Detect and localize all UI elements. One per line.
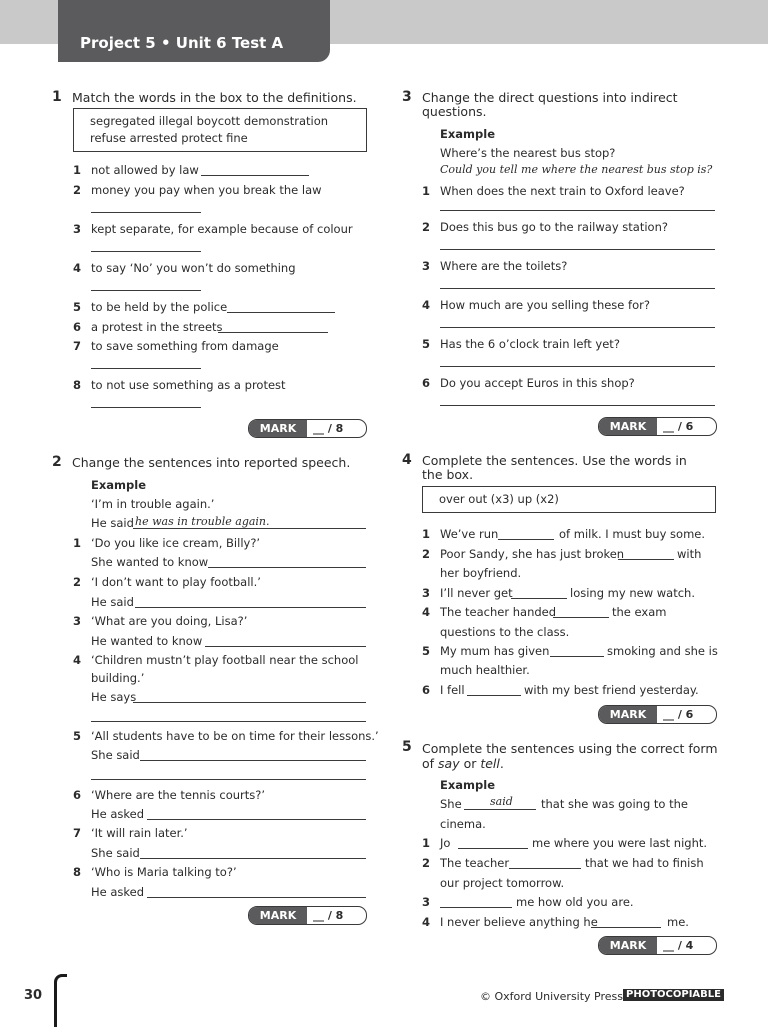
s2-item-number: 6 (73, 788, 82, 802)
example-answer-line (464, 809, 536, 810)
answer-line[interactable] (440, 327, 715, 328)
section-1-number: 1 (52, 89, 62, 105)
section-5-number: 5 (402, 739, 412, 755)
example-label: Example (440, 127, 495, 141)
s3-item-text: Has the 6 o’clock train left yet? (440, 337, 620, 351)
s2-item-number: 5 (73, 729, 82, 743)
section-3-number: 3 (402, 89, 412, 105)
example-question: Where’s the nearest bus stop? (440, 146, 616, 160)
s3-item-number: 4 (422, 298, 431, 312)
s3-item-text: How much are you selling these for? (440, 298, 650, 312)
s1-item-number: 3 (73, 222, 82, 236)
s4-item-number: 1 (422, 527, 431, 541)
answer-line[interactable] (553, 617, 609, 618)
s3-item-number: 2 (422, 220, 431, 234)
s3-item-number: 1 (422, 184, 431, 198)
example-question: ‘I’m in trouble again.’ (91, 497, 215, 511)
example-answer-handwritten: he was in trouble again. (135, 515, 270, 528)
s2-item-number: 7 (73, 826, 82, 840)
answer-line[interactable] (91, 368, 201, 369)
s2-item-number: 1 (73, 536, 82, 550)
s5-item-text-end: me where you were last night. (532, 836, 708, 850)
s2-item-number: 3 (73, 614, 82, 628)
s4-item-text-end: with (677, 547, 702, 561)
answer-line[interactable] (133, 702, 366, 703)
s2-item-question: ‘Do you like ice cream, Billy?’ (91, 536, 261, 550)
s2-item-prefix: He asked (91, 807, 145, 821)
section-4-title: Complete the sentences. Use the words in (422, 453, 687, 468)
s5-item-number: 4 (422, 915, 431, 929)
example-text-end: that she was going to the (541, 797, 688, 811)
title-tell: tell (480, 756, 500, 771)
s2-item-prefix: She wanted to know (91, 555, 209, 569)
answer-line[interactable] (91, 779, 366, 780)
answer-line[interactable] (205, 646, 366, 647)
mark-label: MARK (249, 907, 307, 924)
answer-line[interactable] (440, 249, 715, 250)
section-1-title: Match the words in the box to the definitions. (72, 90, 357, 105)
s2-item-question: ‘Where are the tennis courts?’ (91, 788, 266, 802)
section-4-number: 4 (402, 452, 412, 468)
s5-item-text-end: me how old you are. (516, 895, 634, 909)
s4-item-text: I’ll never get (440, 586, 513, 600)
answer-line[interactable] (91, 290, 201, 291)
example-text-cont: cinema. (440, 817, 486, 831)
s3-item-text: When does the next train to Oxford leave? (440, 184, 685, 198)
s5-item-text: I never believe anything he (440, 915, 598, 929)
answer-line[interactable] (218, 332, 328, 333)
s5-item-number: 1 (422, 836, 431, 850)
answer-line[interactable] (140, 760, 366, 761)
answer-line[interactable] (208, 567, 366, 568)
example-answer-line (133, 528, 366, 529)
s4-item-number: 5 (422, 644, 431, 658)
word-box-4 (422, 486, 716, 513)
answer-line[interactable] (147, 819, 366, 820)
s1-item-text: kept separate, for example because of colour (91, 222, 353, 236)
example-answer-prefix: He said (91, 516, 134, 530)
section-5-title-cont (422, 756, 504, 771)
s1-item-text: to save something from damage (91, 339, 279, 353)
word-box-1 (73, 108, 367, 152)
s4-item-number: 2 (422, 547, 431, 561)
s4-item-text: We’ve run (440, 527, 499, 541)
s4-item-text: Poor Sandy, she has just broken (440, 547, 625, 561)
s1-item-number: 5 (73, 300, 82, 314)
mark-box-2 (248, 906, 367, 925)
section-3-title-cont: questions. (422, 104, 487, 119)
mark-score: __ / 8 (313, 422, 344, 435)
page-bracket (54, 974, 67, 1027)
answer-line[interactable] (511, 598, 567, 599)
s2-item-question: ‘It will rain later.’ (91, 826, 188, 840)
answer-line[interactable] (498, 539, 554, 540)
publisher-credit: © Oxford University Press (480, 990, 624, 1003)
answer-line[interactable] (440, 405, 715, 406)
s2-item-prefix: She said (91, 846, 140, 860)
mark-label: MARK (599, 706, 657, 723)
mark-score: __ / 8 (313, 909, 344, 922)
example-label: Example (440, 778, 495, 792)
s3-item-text: Do you accept Euros in this shop? (440, 376, 635, 390)
answer-line[interactable] (440, 288, 715, 289)
answer-line[interactable] (440, 210, 715, 211)
word-box-1-line2: refuse arrested protect fine (90, 131, 248, 145)
s3-item-number: 5 (422, 337, 431, 351)
answer-line[interactable] (550, 656, 604, 657)
s3-item-number: 3 (422, 259, 431, 273)
answer-line[interactable] (91, 721, 366, 722)
mark-score: __ / 4 (663, 939, 694, 952)
mark-box-4 (598, 705, 717, 724)
s2-item-question: ‘What are you doing, Lisa?’ (91, 614, 248, 628)
s4-item-text: I fell (440, 683, 465, 697)
answer-line[interactable] (147, 897, 366, 898)
s2-item-number: 4 (73, 653, 82, 667)
s1-item-text: to be held by the police (91, 300, 228, 314)
mark-score: __ / 6 (663, 708, 694, 721)
s5-item-text: Jo (440, 836, 451, 850)
s1-item-text: money you pay when you break the law (91, 183, 322, 197)
mark-box-1 (248, 419, 367, 438)
s5-item-text-end: that we had to finish (585, 856, 704, 870)
s2-item-prefix: He says (91, 690, 137, 704)
s4-item-number: 6 (422, 683, 431, 697)
s4-item-text-cont: much healthier. (440, 663, 530, 677)
example-label: Example (91, 478, 146, 492)
s1-item-number: 2 (73, 183, 82, 197)
s3-item-text: Where are the toilets? (440, 259, 568, 273)
s1-item-text: to say ‘No’ you won’t do something (91, 261, 296, 275)
mark-score: __ / 6 (663, 420, 694, 433)
title-say: say (438, 756, 460, 771)
s1-item-text: not allowed by law (91, 163, 199, 177)
s3-item-text: Does this bus go to the railway station? (440, 220, 668, 234)
s4-item-text: The teacher handed (440, 605, 557, 619)
s3-item-number: 6 (422, 376, 431, 390)
title-tab (58, 0, 330, 62)
s4-item-number: 3 (422, 586, 431, 600)
s5-item-text-cont: our project tomorrow. (440, 876, 565, 890)
word-box-4-text: over out (x3) up (x2) (439, 492, 559, 506)
answer-line[interactable] (440, 907, 512, 908)
page-title: Project 5 • Unit 6 Test A (80, 34, 284, 52)
s2-item-prefix: He asked (91, 885, 145, 899)
s2-item-number: 2 (73, 575, 82, 589)
answer-line[interactable] (140, 858, 366, 859)
section-5-title: Complete the sentences using the correct form (422, 741, 718, 756)
s2-item-question: ‘All students have to be on time for their lessons.’ (91, 729, 379, 743)
answer-line[interactable] (135, 607, 366, 608)
s2-item-prefix: She said (91, 748, 140, 762)
s2-item-prefix: He wanted to know (91, 634, 203, 648)
s1-item-number: 7 (73, 339, 82, 353)
s5-item-number: 2 (422, 856, 431, 870)
mark-label: MARK (599, 937, 657, 954)
s4-item-text: My mum has given (440, 644, 550, 658)
s2-item-question-cont: building.’ (91, 671, 145, 685)
answer-line[interactable] (440, 366, 715, 367)
s4-item-text-end: with my best friend yesterday. (524, 683, 699, 697)
mark-box-5 (598, 936, 717, 955)
photocopiable-stamp: PHOTOCOPIABLE (623, 989, 724, 1001)
answer-line[interactable] (509, 868, 581, 869)
section-2-number: 2 (52, 454, 62, 470)
title-text: or (459, 756, 481, 771)
answer-line[interactable] (227, 312, 335, 313)
answer-line[interactable] (91, 212, 201, 213)
s4-item-text-cont: her boyfriend. (440, 566, 522, 580)
s1-item-number: 8 (73, 378, 82, 392)
s5-item-text-end: me. (667, 915, 689, 929)
section-3-title: Change the direct questions into indirect (422, 90, 678, 105)
section-4-title-cont: the box. (422, 467, 474, 482)
title-text: . (499, 756, 504, 771)
s4-item-number: 4 (422, 605, 431, 619)
mark-label: MARK (249, 420, 307, 437)
answer-line[interactable] (91, 251, 201, 252)
answer-line[interactable] (201, 175, 309, 176)
s4-item-text-end: losing my new watch. (570, 586, 695, 600)
answer-line[interactable] (467, 695, 521, 696)
s1-item-number: 1 (73, 163, 82, 177)
answer-line[interactable] (91, 407, 201, 408)
mark-label: MARK (599, 418, 657, 435)
title-text: of (422, 756, 439, 771)
word-box-1-line1: segregated illegal boycott demonstration (90, 114, 329, 128)
section-2-title: Change the sentences into reported speech. (72, 455, 351, 470)
s4-item-text-end: smoking and she is (607, 644, 718, 658)
s1-item-number: 6 (73, 320, 82, 334)
s4-item-text-cont: questions to the class. (440, 625, 570, 639)
example-answer-handwritten: said (490, 795, 513, 808)
s2-item-question: ‘I don’t want to play football.’ (91, 575, 261, 589)
s1-item-text: a protest in the streets (91, 320, 223, 334)
s2-item-prefix: He said (91, 595, 134, 609)
mark-box-3 (598, 417, 717, 436)
page-number: 30 (24, 988, 43, 1003)
s1-item-number: 4 (73, 261, 82, 275)
s4-item-text-end: of milk. I must buy some. (559, 527, 706, 541)
s2-item-number: 8 (73, 865, 82, 879)
example-text: She (440, 797, 462, 811)
s2-item-question: ‘Who is Maria talking to?’ (91, 865, 237, 879)
s2-item-question: ‘Children mustn’t play football near the school (91, 653, 359, 667)
answer-line[interactable] (458, 848, 528, 849)
s1-item-text: to not use something as a protest (91, 378, 286, 392)
s4-item-text-end: the exam (612, 605, 667, 619)
s5-item-text: The teacher (440, 856, 510, 870)
answer-line[interactable] (618, 559, 674, 560)
s5-item-number: 3 (422, 895, 431, 909)
example-answer-handwritten: Could you tell me where the nearest bus stop is? (440, 163, 713, 176)
answer-line[interactable] (591, 927, 661, 928)
